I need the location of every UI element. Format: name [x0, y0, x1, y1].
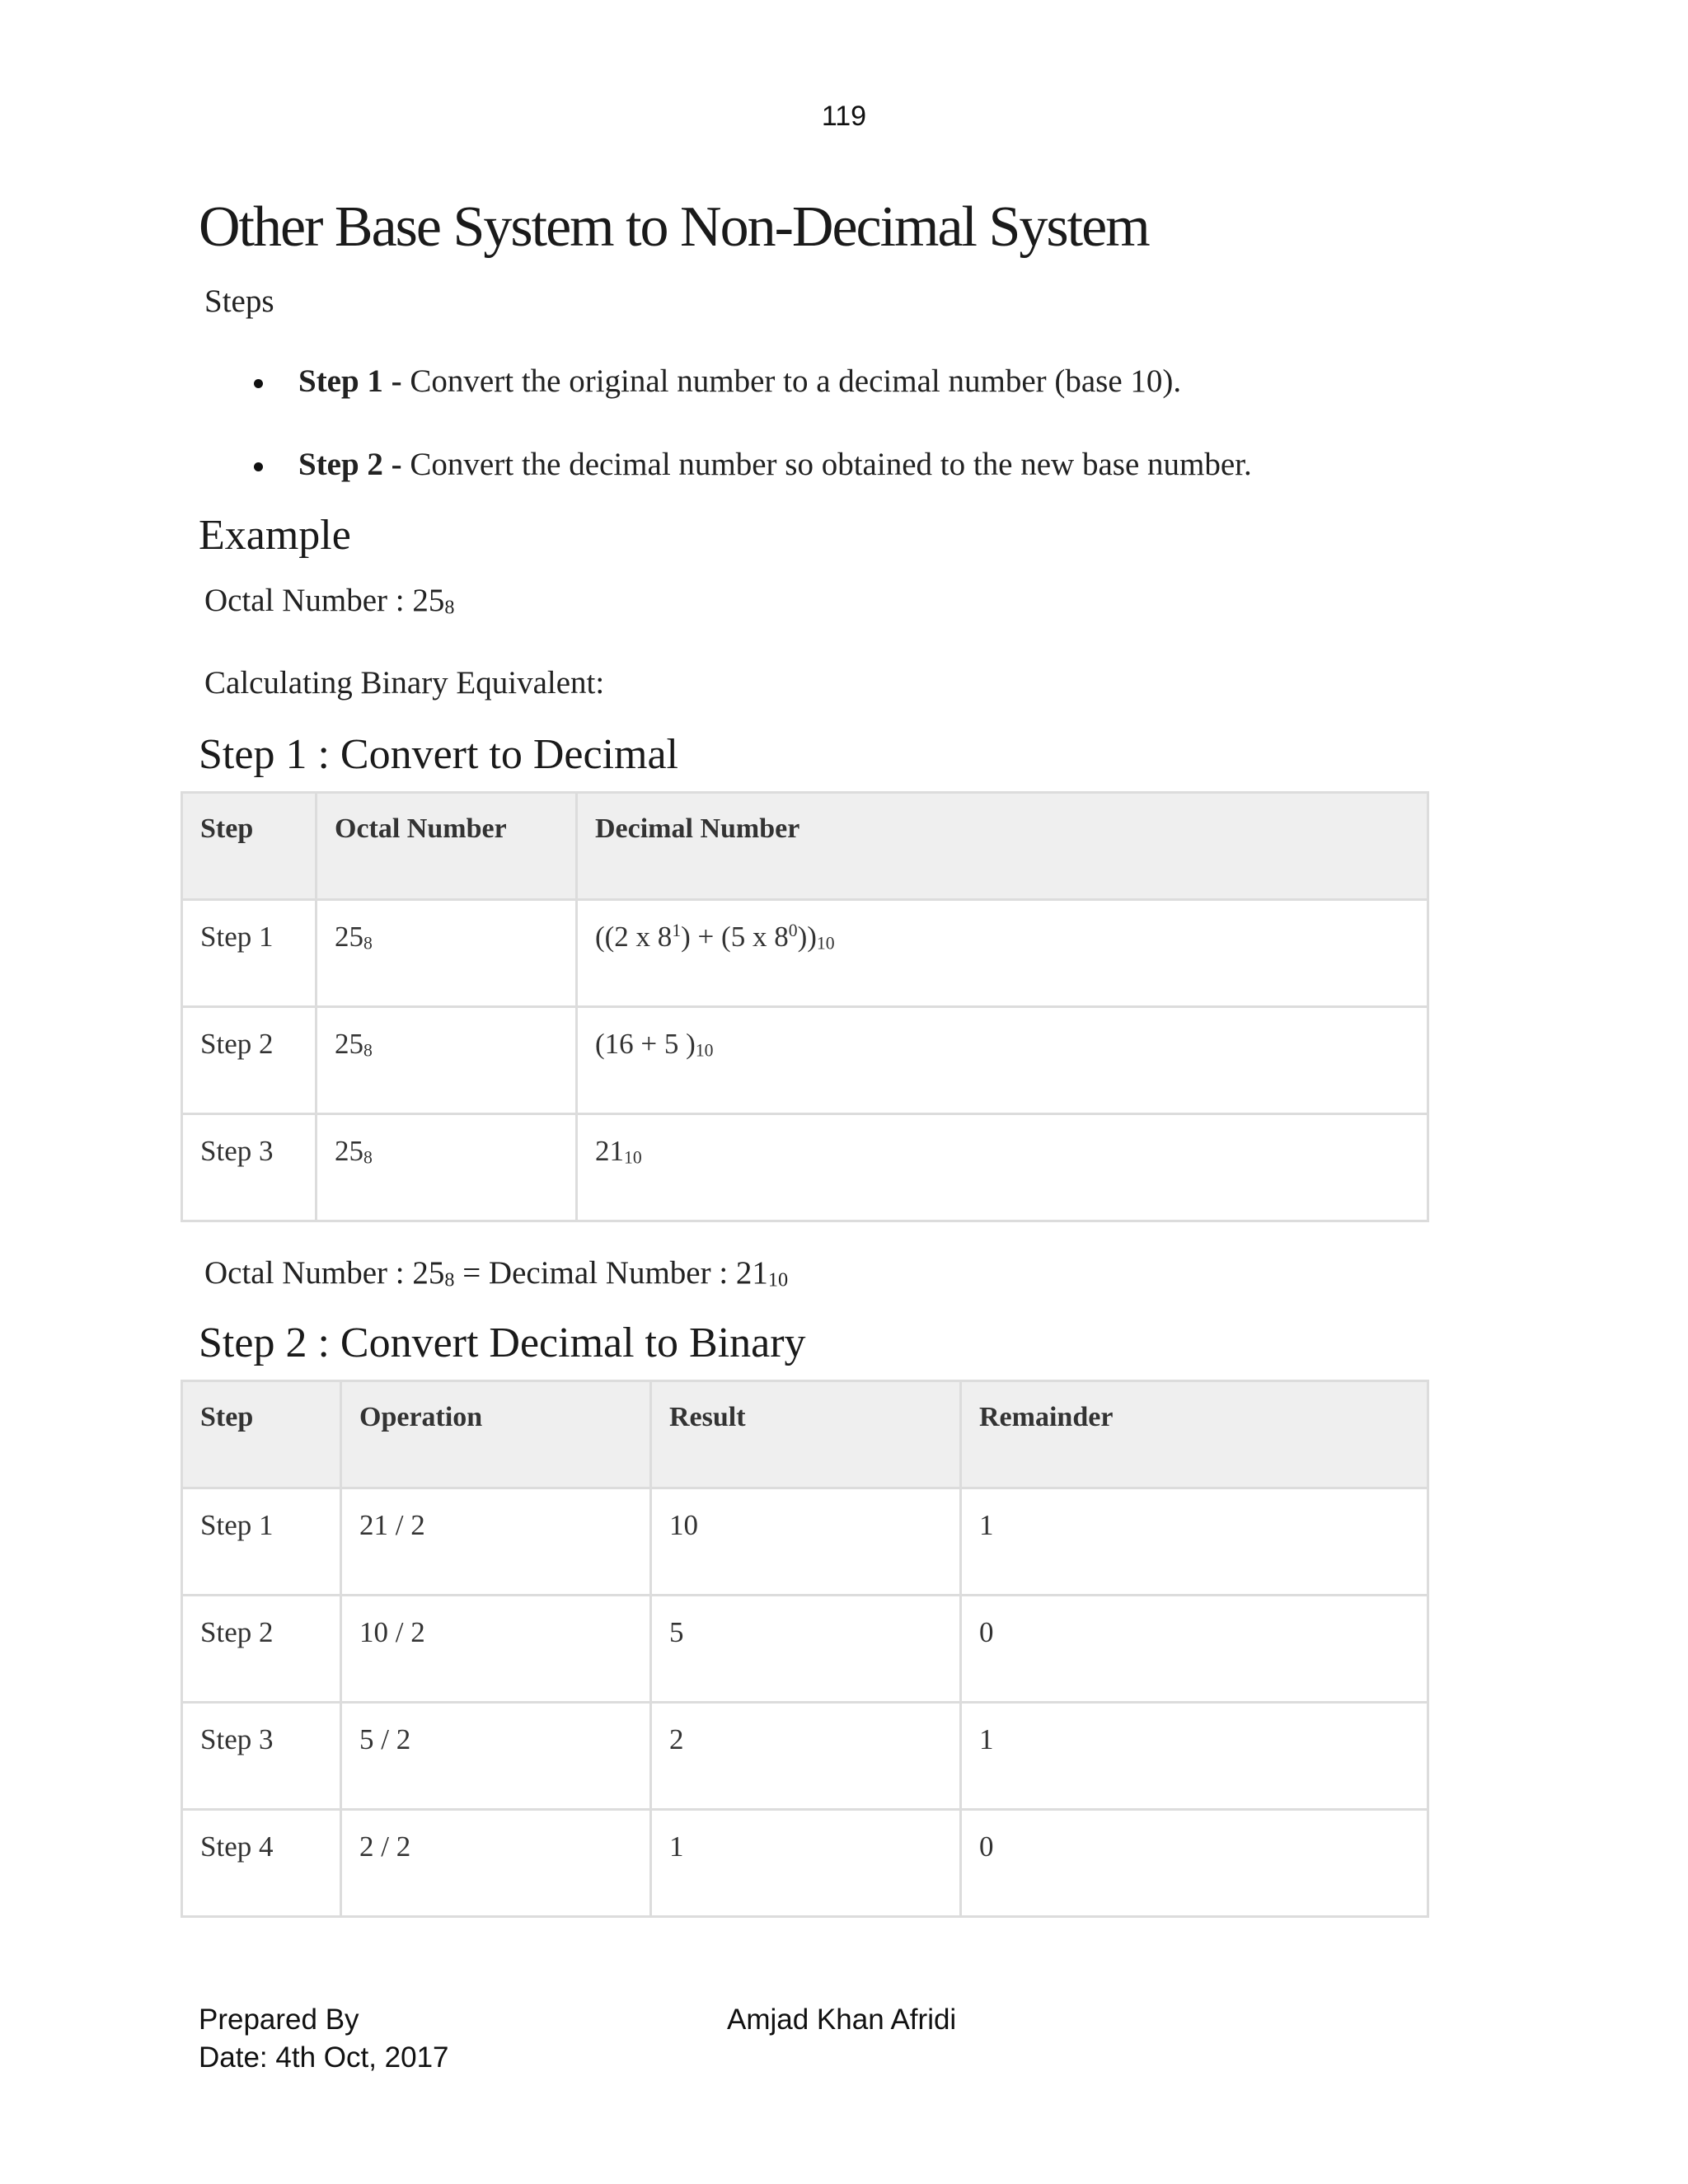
list-item: [247, 446, 1252, 529]
step-cell: Step 2: [182, 1007, 316, 1114]
footer-date: Date: 4th Oct, 2017: [199, 2041, 449, 2074]
table-row: [182, 1810, 1428, 1917]
table-cell: 0: [961, 1596, 1428, 1703]
table-cell: Step 2: [182, 1596, 341, 1703]
table-cell: 10: [651, 1488, 961, 1596]
table-cell: 10 / 2: [341, 1596, 651, 1703]
table-row: [182, 1703, 1428, 1810]
table-row: [182, 900, 1428, 1007]
step-label: Step 2 -: [298, 447, 402, 482]
prepared-by: Prepared By: [199, 2004, 359, 2036]
footer-author: Amjad Khan Afridi: [727, 2004, 957, 2036]
table-cell: Step 3: [182, 1703, 341, 1810]
column-header: Decimal Number: [577, 793, 1428, 900]
page-number: 119: [821, 101, 867, 132]
table-cell: Step 4: [182, 1810, 341, 1917]
octal-cell: $25_8$: [316, 900, 577, 1007]
octal-base: 8: [444, 596, 455, 619]
table-cell: 0: [961, 1810, 1428, 1917]
step2-heading: Step 2 : Convert Decimal to Binary: [199, 1319, 806, 1366]
table-cell: 2 / 2: [341, 1810, 651, 1917]
decimal-conversion-table: [181, 791, 1429, 1222]
step-cell: Step 1: [182, 900, 316, 1007]
step-cell: Step 3: [182, 1114, 316, 1221]
step-text: Convert the decimal number so obtained to the new base number.: [401, 447, 1252, 482]
decimal-cell: ((2 x $8^1) + (5$ x $8^0))_{10}$: [577, 900, 1428, 1007]
column-header: Operation: [341, 1381, 651, 1488]
steps-label: Steps: [204, 284, 274, 319]
list-item: [247, 363, 1252, 446]
table-cell: 2: [651, 1703, 961, 1810]
conversion-summary: Octal Number : $25_8$ = Decimal Number : $21_{10}$: [204, 1255, 789, 1291]
column-header: Step: [182, 793, 316, 900]
example-heading: Example: [199, 512, 351, 559]
octal-cell: $25_8$: [316, 1114, 577, 1221]
table-header-row: [182, 1381, 1428, 1488]
step-text: Convert the original number to a decimal number (base 10).: [401, 363, 1182, 399]
calculating-label: Calculating Binary Equivalent:: [204, 665, 605, 701]
table-row: [182, 1007, 1428, 1114]
table-row: [182, 1488, 1428, 1596]
step-label: Step 1 -: [298, 363, 402, 399]
table-cell: Step 1: [182, 1488, 341, 1596]
bullet-icon: [254, 379, 263, 388]
footer-left: [199, 2001, 449, 2077]
table-row: [182, 1114, 1428, 1221]
column-header: Remainder: [961, 1381, 1428, 1488]
octal-cell: $25_8$: [316, 1007, 577, 1114]
table-row: [182, 1596, 1428, 1703]
table-cell: 5: [651, 1596, 961, 1703]
column-header: Result: [651, 1381, 961, 1488]
table-cell: 1: [961, 1488, 1428, 1596]
table-cell: 5 / 2: [341, 1703, 651, 1810]
decimal-cell: $21_{10}$: [577, 1114, 1428, 1221]
table-cell: 21 / 2: [341, 1488, 651, 1596]
step1-heading: Step 1 : Convert to Decimal: [199, 731, 679, 778]
steps-list: [247, 363, 1252, 529]
octal-number-label: Octal Number : 25: [204, 583, 445, 618]
decimal-cell: (16 + 5 )$_{10}$: [577, 1007, 1428, 1114]
table-header-row: [182, 793, 1428, 900]
table-cell: 1: [651, 1810, 961, 1917]
column-header: Octal Number: [316, 793, 577, 900]
page-title: Other Base System to Non-Decimal System: [199, 195, 1149, 259]
column-header: Step: [182, 1381, 341, 1488]
bullet-icon: [254, 462, 263, 471]
binary-conversion-table: [181, 1380, 1429, 1918]
octal-number-line: [204, 582, 454, 620]
table-cell: 1: [961, 1703, 1428, 1810]
